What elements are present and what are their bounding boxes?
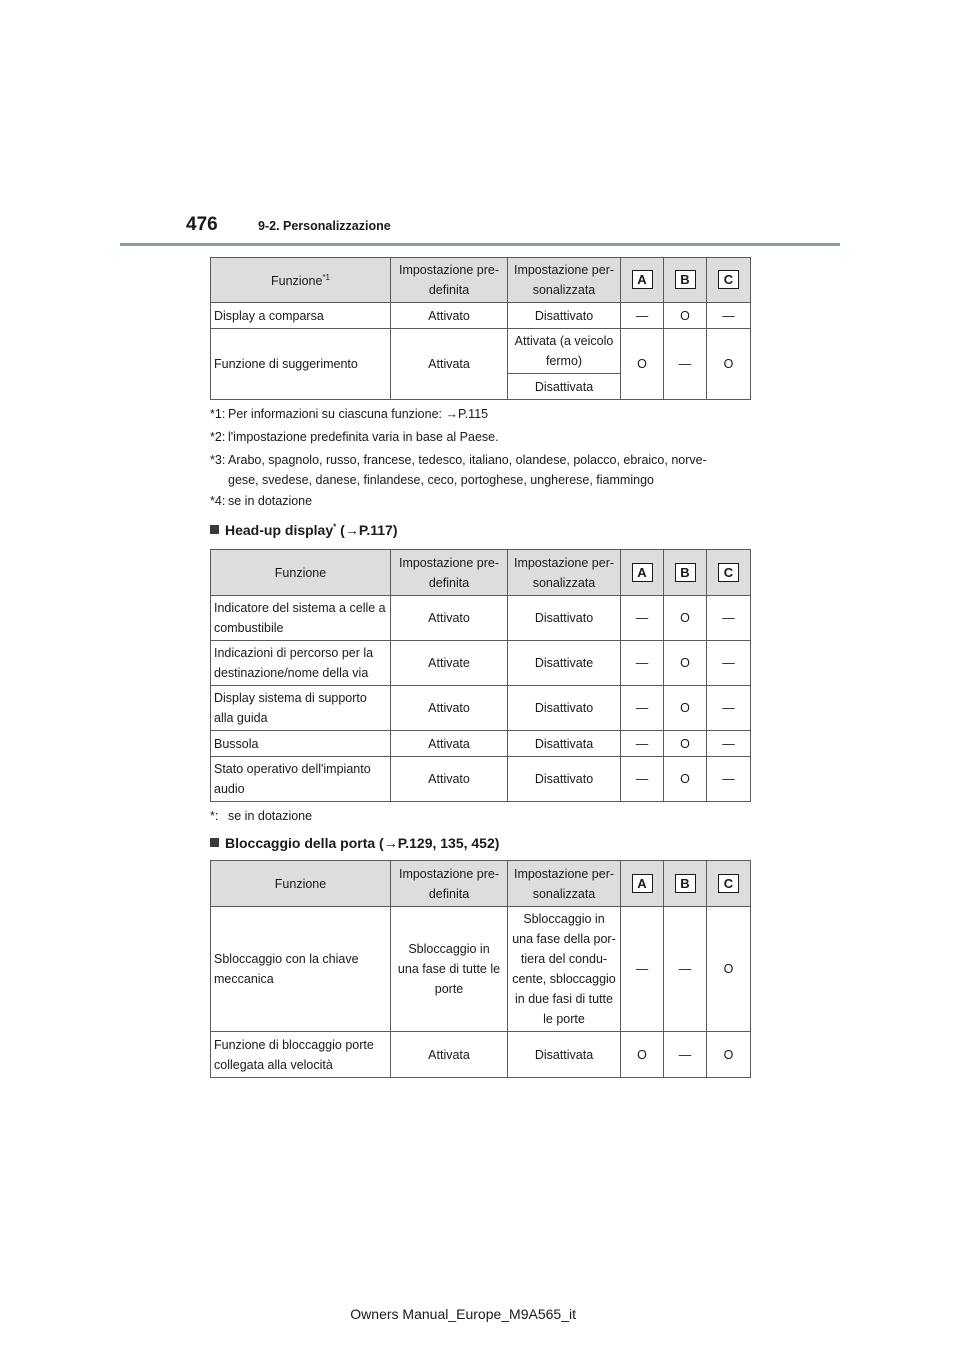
- cell-custom: Disattivata: [508, 731, 621, 757]
- table-row: [211, 686, 751, 731]
- table-row: [211, 329, 751, 374]
- cell-custom: Disattivato: [508, 303, 621, 329]
- letter-box-c: C: [718, 270, 739, 289]
- section-title: 9-2. Personalizzazione: [258, 219, 391, 233]
- cell-default: Sbloccaggio in una fase di tutte le porte: [391, 907, 508, 1032]
- col-a: [621, 861, 664, 907]
- cell-c: —: [707, 596, 751, 641]
- section-heading-door-lock: Bloccaggio della porta (→P.129, 135, 452): [210, 835, 499, 851]
- table-header-row: [211, 861, 751, 907]
- col-b: [664, 550, 707, 596]
- cell-funzione: Funzione di suggerimento: [211, 329, 391, 400]
- section-heading-hud: Head-up display* (→P.117): [210, 522, 398, 538]
- cell-funzione: Bussola: [211, 731, 391, 757]
- table-row: [211, 731, 751, 757]
- cell-custom: Attivata (a veicolo fermo): [508, 329, 621, 374]
- cell-default: Attivata: [391, 731, 508, 757]
- col-a: [621, 258, 664, 303]
- col-default: Impostazione pre- definita: [391, 550, 508, 596]
- cell-default: Attivato: [391, 686, 508, 731]
- cell-c: —: [707, 686, 751, 731]
- settings-table-general: [210, 257, 751, 400]
- col-default: Impostazione pre- definita: [391, 258, 508, 303]
- cell-custom-alt: Disattivata: [508, 374, 621, 400]
- cell-b: O: [664, 641, 707, 686]
- cell-default: Attivato: [391, 757, 508, 802]
- cell-b: O: [664, 731, 707, 757]
- col-funzione: Funzione: [211, 550, 391, 596]
- letter-box-b: B: [675, 874, 696, 893]
- col-custom: Impostazione per- sonalizzata: [508, 550, 621, 596]
- table-row: [211, 1032, 751, 1078]
- cell-c: —: [707, 731, 751, 757]
- footnote-hud: *: se in dotazione: [210, 809, 313, 823]
- cell-funzione: Sbloccaggio con la chiave meccanica: [211, 907, 391, 1032]
- cell-funzione: Indicatore del sistema a celle a combustibile: [211, 596, 391, 641]
- col-a: [621, 550, 664, 596]
- cell-funzione: Funzione di bloccaggio porte collegata alla velocità: [211, 1032, 391, 1078]
- cell-b: —: [664, 329, 707, 400]
- cell-c: —: [707, 303, 751, 329]
- cell-default: Attivata: [391, 329, 508, 400]
- col-b: [664, 258, 707, 303]
- cell-funzione: Stato operativo dell'impianto audio: [211, 757, 391, 802]
- cell-c: O: [707, 1032, 751, 1078]
- cell-b: —: [664, 907, 707, 1032]
- cell-a: —: [621, 641, 664, 686]
- cell-a: —: [621, 596, 664, 641]
- table-row: [211, 303, 751, 329]
- footnote-4: *4: se in dotazione: [210, 494, 313, 508]
- letter-box-c: C: [718, 563, 739, 582]
- letter-box-a: A: [632, 563, 653, 582]
- cell-a: O: [621, 329, 664, 400]
- footnote-1: *1: Per informazioni su ciascuna funzione: →P.115: [210, 407, 489, 421]
- footnote-2: *2: l'impostazione predefinita varia in base al Paese.: [210, 430, 499, 444]
- letter-box-a: A: [632, 270, 653, 289]
- cell-b: O: [664, 686, 707, 731]
- cell-custom: Sbloccaggio in una fase della por- tiera del condu- cente, sbloccaggio in due fasi di tutte le porte: [508, 907, 621, 1032]
- col-funzione: Funzione: [211, 861, 391, 907]
- col-c: [707, 258, 751, 303]
- col-default: Impostazione pre- definita: [391, 861, 508, 907]
- col-c: [707, 861, 751, 907]
- letter-box-a: A: [632, 874, 653, 893]
- table-row: [211, 757, 751, 802]
- cell-custom: Disattivato: [508, 686, 621, 731]
- cell-custom: Disattivato: [508, 757, 621, 802]
- cell-a: —: [621, 303, 664, 329]
- cell-custom: Disattivato: [508, 596, 621, 641]
- cell-b: O: [664, 757, 707, 802]
- col-custom: Impostazione per- sonalizzata: [508, 258, 621, 303]
- cell-b: —: [664, 1032, 707, 1078]
- table-row: [211, 907, 751, 1032]
- cell-funzione: Display sistema di supporto alla guida: [211, 686, 391, 731]
- cell-funzione: Indicazioni di percorso per la destinazione/nome della via: [211, 641, 391, 686]
- table-row: [211, 641, 751, 686]
- cell-default: Attivate: [391, 641, 508, 686]
- cell-a: O: [621, 1032, 664, 1078]
- cell-a: —: [621, 686, 664, 731]
- table-header-row: [211, 550, 751, 596]
- cell-c: O: [707, 907, 751, 1032]
- cell-default: Attivato: [391, 596, 508, 641]
- settings-table-hud: [210, 549, 751, 802]
- footnote-3: *3: Arabo, spagnolo, russo, francese, tedesco, italiano, olandese, polacco, ebraico, norve- gese, svedese, danese, finlandese, ceco, portoghese, ungherese, fiammingo: [210, 453, 707, 487]
- cell-a: —: [621, 907, 664, 1032]
- cell-a: —: [621, 757, 664, 802]
- letter-box-b: B: [675, 270, 696, 289]
- col-b: [664, 861, 707, 907]
- cell-c: —: [707, 757, 751, 802]
- cell-c: —: [707, 641, 751, 686]
- square-bullet-icon: [210, 838, 219, 847]
- table-header-row: [211, 258, 751, 303]
- square-bullet-icon: [210, 525, 219, 534]
- col-c: [707, 550, 751, 596]
- cell-default: Attivata: [391, 1032, 508, 1078]
- cell-funzione: Display a comparsa: [211, 303, 391, 329]
- col-custom: Impostazione per- sonalizzata: [508, 861, 621, 907]
- cell-a: —: [621, 731, 664, 757]
- cell-custom: Disattivate: [508, 641, 621, 686]
- header-rule: [120, 243, 840, 246]
- cell-b: O: [664, 303, 707, 329]
- letter-box-b: B: [675, 563, 696, 582]
- cell-b: O: [664, 596, 707, 641]
- footer-manual-id: Owners Manual_Europe_M9A565_it: [350, 1306, 576, 1322]
- cell-c: O: [707, 329, 751, 400]
- page-number: 476: [186, 214, 218, 235]
- table-row: [211, 596, 751, 641]
- cell-default: Attivato: [391, 303, 508, 329]
- letter-box-c: C: [718, 874, 739, 893]
- cell-custom: Disattivata: [508, 1032, 621, 1078]
- settings-table-door-lock: [210, 860, 751, 1078]
- col-funzione: Funzione$^{*1}$: [211, 258, 391, 303]
